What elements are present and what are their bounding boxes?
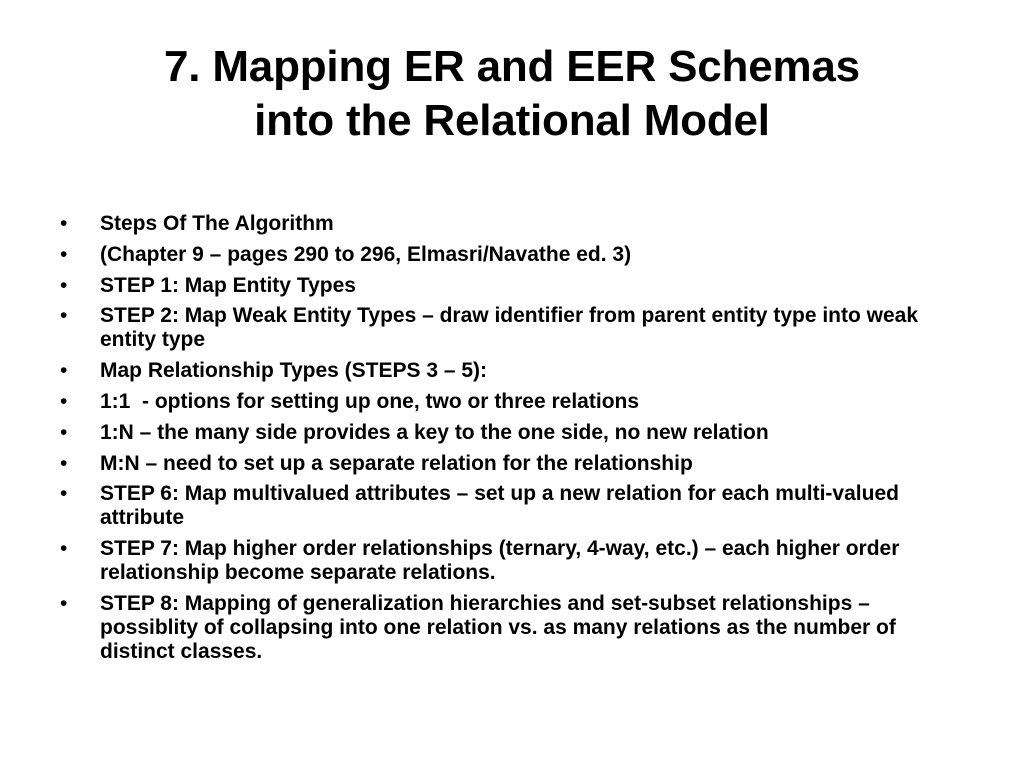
bullet-item — [60, 390, 960, 414]
bullet-dot-icon: • — [60, 591, 68, 615]
bullet-dot-icon: • — [60, 304, 68, 328]
bullet-text: M:N – need to set up a separate relation for the relationship — [100, 451, 693, 475]
slide-title-line-2: into the Relational Model — [254, 96, 770, 145]
slide-title-line-1: 7. Mapping ER and EER Schemas — [164, 42, 860, 91]
bullet-dot-icon: • — [60, 212, 68, 235]
bullet-text: STEP 7: Map higher order relationships (ternary, 4-way, etc.) – each higher order relationship become separate relations. — [100, 537, 906, 585]
bullet-text: (Chapter 9 – pages 290 to 296, Elmasri/Navathe ed. 3) — [100, 242, 632, 266]
bullet-item — [60, 592, 960, 664]
bullet-list — [60, 212, 960, 671]
bullet-item — [60, 421, 960, 445]
bullet-item — [60, 452, 960, 476]
bullet-item — [60, 482, 960, 530]
bullet-text: STEP 2: Map Weak Entity Types – draw identifier from parent entity type into weak entity type — [100, 304, 924, 352]
bullet-dot-icon: • — [60, 359, 68, 383]
slide-title — [0, 40, 1024, 148]
bullet-text: STEP 8: Mapping of generalization hierarchies and set-subset relationships – possiblity of collapsing into one relation vs. as many relations as the number of distinct classes. — [100, 591, 902, 663]
bullet-item — [60, 274, 960, 298]
bullet-dot-icon: • — [60, 482, 68, 506]
bullet-dot-icon: • — [60, 273, 68, 297]
bullet-item — [60, 359, 960, 383]
bullet-dot-icon: • — [60, 242, 68, 266]
bullet-text: 1:1 - options for setting up one, two or three relations — [100, 389, 640, 413]
bullet-dot-icon: • — [60, 420, 68, 444]
bullet-text: STEP 1: Map Entity Types — [100, 273, 356, 297]
bullet-text: Steps Of The Algorithm — [100, 212, 334, 235]
bullet-text: STEP 6: Map multivalued attributes – set up a new relation for each multi-valued attribute — [100, 482, 905, 530]
bullet-item — [60, 212, 960, 236]
bullet-item — [60, 243, 960, 267]
bullet-dot-icon: • — [60, 451, 68, 475]
bullet-item — [60, 537, 960, 585]
bullet-dot-icon: • — [60, 389, 68, 413]
bullet-text: 1:N – the many side provides a key to the one side, no new relation — [100, 420, 769, 444]
bullet-text: Map Relationship Types (STEPS 3 – 5): — [100, 359, 488, 383]
bullet-item — [60, 304, 960, 352]
bullet-dot-icon: • — [60, 537, 68, 561]
